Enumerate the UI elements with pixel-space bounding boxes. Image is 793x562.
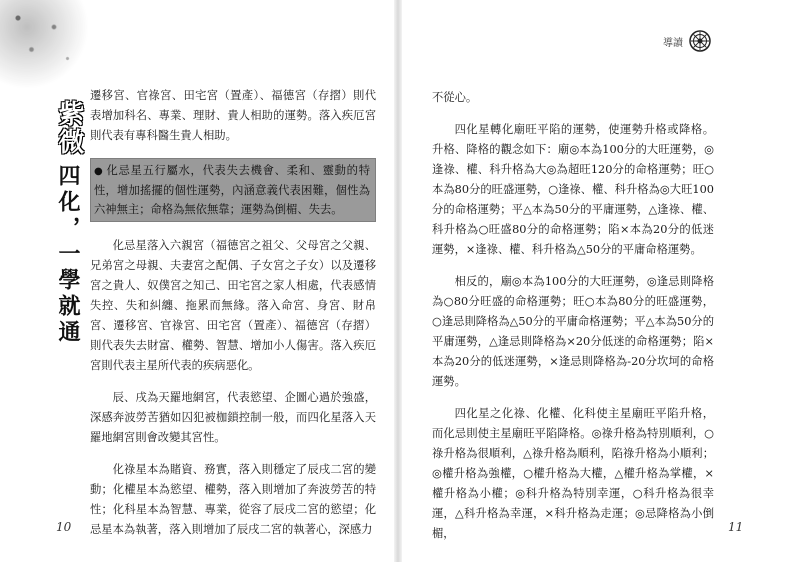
bullet-icon: ● — [94, 166, 104, 177]
header-label: 導讀 — [663, 37, 683, 49]
left-paragraph-3: 化忌星落入六親宮（福德宮之祖父、父母宮之父親、兄弟宮之母親、夫妻宮之配偶、子女宮之子女）以及遷移宮之貴人、奴僕宮之知己、田宅宮之家人相處，代表感情失控、失和糾纏、拖累而無緣。落入命宮、身宮、財帛宮、遷移宮、官祿宮、田宅宮（置產）、福德宮（存摺）則代表失去財富、權勢、智慧、增加小人傷害。落入疾厄宮則代表主星所代表的疾病惡化。 — [90, 239, 376, 372]
corner-ornament — [0, 0, 90, 90]
emblem-icon — [689, 30, 711, 52]
running-header — [663, 30, 711, 52]
left-paragraph-5: 化祿星本為賭資、務實，落入則穩定了辰戌二宮的變動；化權星本為慾望、權勢，落入則增加了奔波勞苦的特性；化科星本為智慧、專業，從容了辰戌二宮的慾望；化忌星本為執著，落入則增加了辰戌二宮的執著心，深感力 — [90, 463, 376, 536]
left-paragraph-4: 辰、戌為天羅地網宮，代表慾望、企圖心過於強盛，深感奔波勞苦猶如囚犯被枷鎖控制一般，而四化星落入天羅地網宮則會改變其宮性。 — [90, 391, 376, 444]
page-number-right: 11 — [728, 520, 744, 534]
right-paragraph-1: 不從心。 — [432, 91, 478, 104]
vertical-title-sub: 四化，一學就通 — [55, 164, 81, 346]
right-page-body — [432, 88, 714, 556]
highlight-text: 化忌星五行屬水，代表失去機會、柔和、靈動的特性，增加搖擺的個性運勢，內涵意義代表困難，個性為六神無主；命格為無依無靠；運勢為倒楣、失去。 — [94, 164, 370, 216]
page-number-left: 10 — [56, 520, 72, 534]
left-paragraph-1: 遷移宮、官祿宮、田宅宮（置產）、福德宮（存摺）則代表增加科名、專業、理財、貴人相助的運勢。落入疾厄宮則代表有專科醫生貴人相助。 — [90, 89, 376, 142]
book-gutter — [394, 0, 402, 562]
right-paragraph-3: 相反的，廟◎本為100分的大旺運勢，◎逢忌則降格為○80分旺盛的命格運勢；旺○本為80分的旺盛運勢，○逢忌則降格為△50分的平庸命格運勢；平△本為50分的平庸運勢，△逢忌則降格為×20分低迷的命格運勢；陷×本為20分的低迷運勢，×逢忌則降格為-20分坎坷的命格運勢。 — [432, 275, 714, 388]
vertical-title — [48, 100, 88, 346]
highlight-box — [90, 158, 376, 222]
vertical-title-main: 紫微 — [54, 100, 84, 156]
right-paragraph-4: 四化星之化祿、化權、化科使主星廟旺平陷升格，而化忌則使主星廟旺平陷降格。◎祿升格為特別順利，○祿升格為很順利，△祿升格為順利，陷祿升格為小順利；◎權升格為強權，○權升格為大權，△權升格為掌權，×權升格為小權；◎科升格為特別幸運，○科升格為很幸運，△科升格為幸運，×科升格為走運；◎忌降格為小倒楣， — [432, 407, 714, 540]
right-paragraph-2: 四化星轉化廟旺平陷的運勢，使運勢升格或降格。升格、降格的觀念如下：廟◎本為100分的大旺運勢，◎逢祿、權、科升格為大◎為超旺120分的命格運勢；旺○本為80分的旺盛運勢，○逢祿、權、科升格為◎大旺100分的命格運勢；平△本為50分的平庸運勢，△逢祿、權、科升格為○旺盛80分的命格運勢；陷×本為20分的低迷運勢，×逢祿、權、科升格為△50分的平庸命格運勢。 — [432, 123, 714, 256]
left-page-body — [90, 86, 376, 552]
